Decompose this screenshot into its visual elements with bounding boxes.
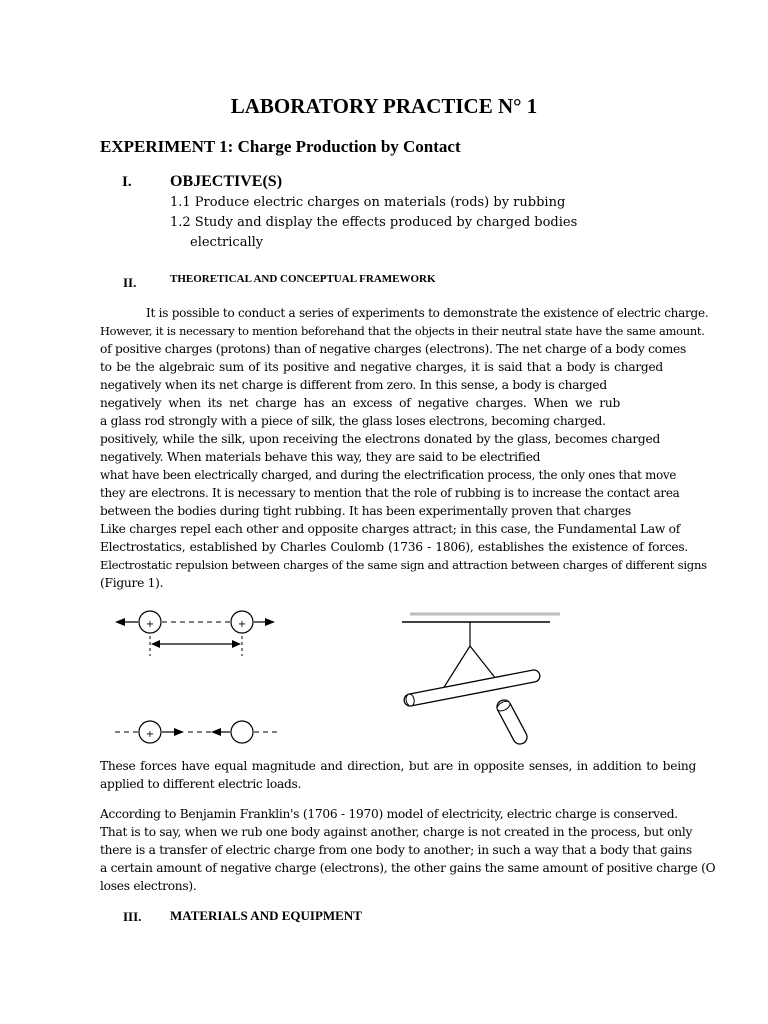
arrowhead-icon [211, 728, 221, 736]
paragraph-line: negatively when its net charge has an excess of negative charges. When we rub [100, 396, 620, 410]
attraction-diagram [115, 721, 278, 743]
paragraph-line: negatively when its net charge is different from zero. In this sense, a body is charged [100, 378, 607, 392]
paragraph-line: (Figure 1). [100, 576, 164, 590]
paragraph-line: These forces have equal magnitude and direction, but are in opposite senses, in addition to being [100, 759, 696, 773]
experiment-title: EXPERIMENT 1: Charge Production by Contact [100, 137, 461, 156]
objective-item-continuation: electrically [190, 235, 264, 250]
paragraph-line: what have been electrically charged, and during the electrification process, the only ones that move [100, 468, 677, 482]
arrowhead-icon [115, 618, 125, 626]
section-1-heading: OBJECTIVE(S) [170, 173, 283, 190]
paragraph-line: Electrostatics, established by Charles Coulomb (1736 - 1806), establishes the existence of forces. [100, 540, 688, 554]
paragraph-line: there is a transfer of electric charge from one body to another; in such a way that a body that gains [100, 843, 692, 857]
section-2-numeral: II. [123, 275, 137, 290]
section-3-numeral: III. [123, 909, 142, 924]
arrowhead-icon [265, 618, 275, 626]
page-title: LABORATORY PRACTICE N° 1 [230, 94, 538, 118]
theory-paragraph [100, 304, 716, 592]
section-3-heading: MATERIALS AND EQUIPMENT [170, 908, 362, 923]
paragraph-line: a certain amount of negative charge (electrons), the other gains the same amount of positive charge (O [100, 861, 716, 875]
franklin-paragraph [100, 805, 716, 895]
charge-circle [231, 721, 253, 743]
suspended-rod-diagram [402, 614, 560, 746]
paragraph-line: between the bodies during tight rubbing. It has been experimentally proven that charges [100, 504, 631, 518]
paragraph-line: According to Benjamin Franklin's (1706 - 1970) model of electricity, electric charge is conserved. [100, 807, 678, 821]
paragraph-line: positively, while the silk, upon receiving the electrons donated by the glass, becomes charged [100, 432, 660, 446]
figure-1 [100, 596, 570, 756]
arrowhead-icon [151, 640, 160, 648]
paragraph-line: That is to say, when we rub one body against another, charge is not created in the process, but only [100, 825, 693, 839]
suspended-rod [403, 669, 541, 707]
paragraph-line: of positive charges (protons) than of negative charges (electrons). The net charge of a body comes [100, 342, 687, 356]
paragraph-line: loses electrons). [100, 879, 197, 893]
paragraph-line: negatively. When materials behave this way, they are said to be electrified [100, 450, 541, 464]
forces-paragraph [100, 757, 716, 793]
charged-rod [495, 698, 530, 747]
paragraph-line: applied to different electric loads. [100, 777, 302, 791]
paragraph-line: It is possible to conduct a series of experiments to demonstrate the existence of electric charge. [146, 306, 709, 320]
paragraph-line: Like charges repel each other and opposite charges attract; in this case, the Fundamental Law of [100, 522, 681, 536]
charge-sign: + [145, 729, 155, 740]
paragraph-line: to be the algebraic sum of its positive and negative charges, it is said that a body is charged [100, 360, 663, 374]
arrowhead-icon [232, 640, 241, 648]
section-1-numeral: I. [122, 174, 132, 190]
objective-item: 1.1 Produce electric charges on materials (rods) by rubbing [170, 195, 566, 210]
paragraph-line: they are electrons. It is necessary to mention that the role of rubbing is to increase the contact area [100, 486, 680, 500]
arrowhead-icon [174, 728, 184, 736]
paragraph-line: a glass rod strongly with a piece of silk, the glass loses electrons, becoming charged. [100, 414, 606, 428]
paragraph-line: However, it is necessary to mention beforehand that the objects in their neutral state have the same amount. [100, 324, 705, 338]
charge-sign: + [145, 619, 155, 630]
section-2-heading: THEORETICAL AND CONCEPTUAL FRAMEWORK [170, 273, 436, 285]
objective-item: 1.2 Study and display the effects produced by charged bodies [170, 215, 578, 230]
charge-sign: + [237, 619, 247, 630]
repulsion-diagram [115, 611, 275, 656]
paragraph-line: Electrostatic repulsion between charges of the same sign and attraction between charges of different signs [100, 558, 707, 572]
